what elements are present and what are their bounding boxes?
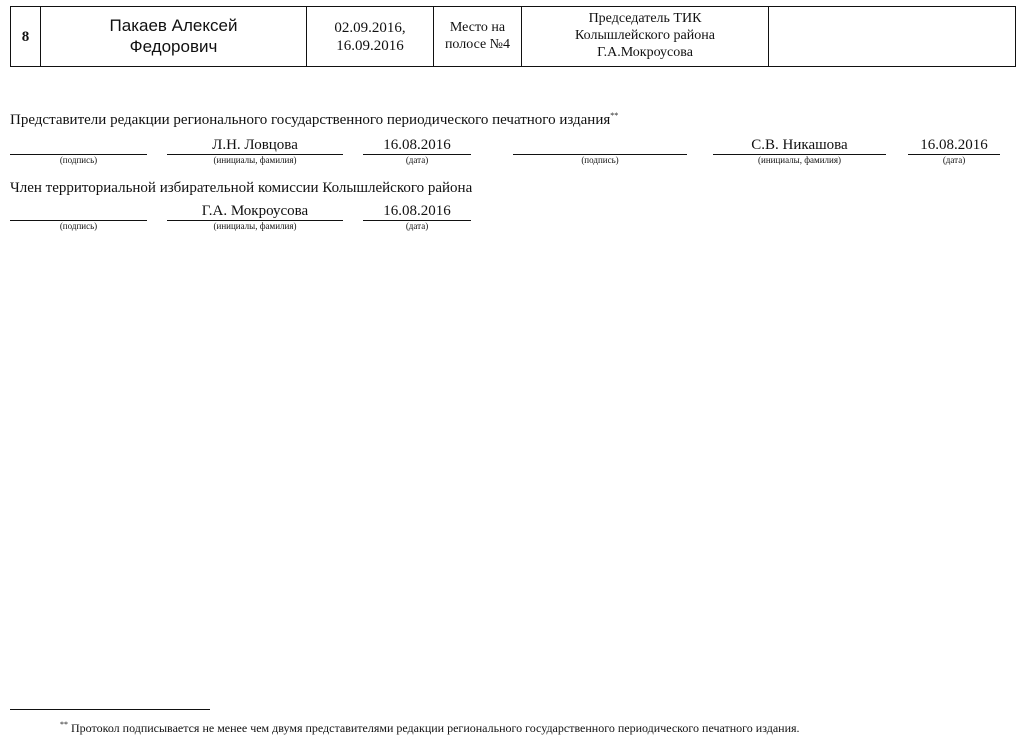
rep1-name: Л.Н. Ловцова bbox=[212, 137, 298, 153]
rep2-name: С.В. Никашова bbox=[751, 137, 848, 153]
date-caption: (дата) bbox=[942, 155, 966, 165]
publication-dates-cell bbox=[307, 7, 434, 67]
member-date: 16.08.2016 bbox=[383, 203, 451, 219]
rep1-date-field[interactable] bbox=[363, 137, 471, 166]
date-caption: (дата) bbox=[405, 155, 429, 165]
empty-cell bbox=[769, 7, 1016, 67]
signature-caption: (подпись) bbox=[581, 155, 619, 165]
rep1-date: 16.08.2016 bbox=[383, 137, 451, 153]
rep1-signature-field[interactable] bbox=[10, 137, 147, 166]
candidates-table bbox=[10, 6, 1016, 67]
rep2-name-field[interactable] bbox=[713, 137, 886, 166]
member-signature-value bbox=[10, 203, 147, 220]
member-name-field[interactable] bbox=[167, 203, 343, 232]
representatives-heading-text: Представители редакции регионального государственного периодического печатного издания bbox=[10, 112, 611, 128]
signer-line3: Г.А.Мокроусова bbox=[597, 44, 693, 60]
candidate-name-line1: Пакаев Алексей bbox=[109, 16, 238, 36]
footnote bbox=[60, 720, 800, 736]
footnote-mark: ** bbox=[60, 720, 68, 729]
signature-caption: (подпись) bbox=[59, 155, 98, 165]
footnote-text: Протокол подписывается не менее чем двумя представителями редакции регионального государственного периодического печатного издания. bbox=[68, 721, 800, 735]
publication-date-2: 16.09.2016 bbox=[336, 37, 404, 54]
rep2-signature-value bbox=[513, 137, 687, 154]
initials-caption: (инициалы, фамилия) bbox=[758, 155, 841, 165]
table-row bbox=[11, 7, 1016, 67]
representatives-heading bbox=[10, 111, 618, 129]
member-signature-field[interactable] bbox=[10, 203, 147, 232]
row-number: 8 bbox=[11, 7, 41, 67]
initials-caption: (инициалы, фамилия) bbox=[213, 221, 297, 231]
candidate-name-cell bbox=[41, 7, 307, 67]
footnote-separator bbox=[10, 709, 210, 710]
place-line1: Место на bbox=[449, 19, 506, 35]
member-date-field[interactable] bbox=[363, 203, 471, 232]
rep1-signature-value bbox=[10, 137, 147, 154]
date-caption: (дата) bbox=[405, 221, 429, 231]
rep2-date: 16.08.2016 bbox=[920, 137, 988, 153]
publication-date-1: 02.09.2016, bbox=[334, 19, 406, 36]
place-line2: полосе №4 bbox=[444, 36, 511, 52]
rep1-name-field[interactable] bbox=[167, 137, 343, 166]
signature-caption: (подпись) bbox=[59, 221, 98, 231]
candidate-name-line2: Федорович bbox=[129, 36, 218, 56]
rep2-date-field[interactable] bbox=[908, 137, 1000, 166]
signer-line2: Колышлейского района bbox=[575, 28, 715, 44]
initials-caption: (инициалы, фамилия) bbox=[213, 155, 297, 165]
commission-heading: Член территориальной избирательной комиссии Колышлейского района bbox=[10, 180, 473, 196]
rep2-signature-field[interactable] bbox=[513, 137, 687, 166]
signer-cell bbox=[522, 7, 769, 67]
member-name: Г.А. Мокроусова bbox=[201, 203, 309, 219]
signer-line1: Председатель ТИК bbox=[588, 11, 702, 27]
footnote-reference: ** bbox=[610, 111, 619, 120]
place-cell bbox=[434, 7, 522, 67]
